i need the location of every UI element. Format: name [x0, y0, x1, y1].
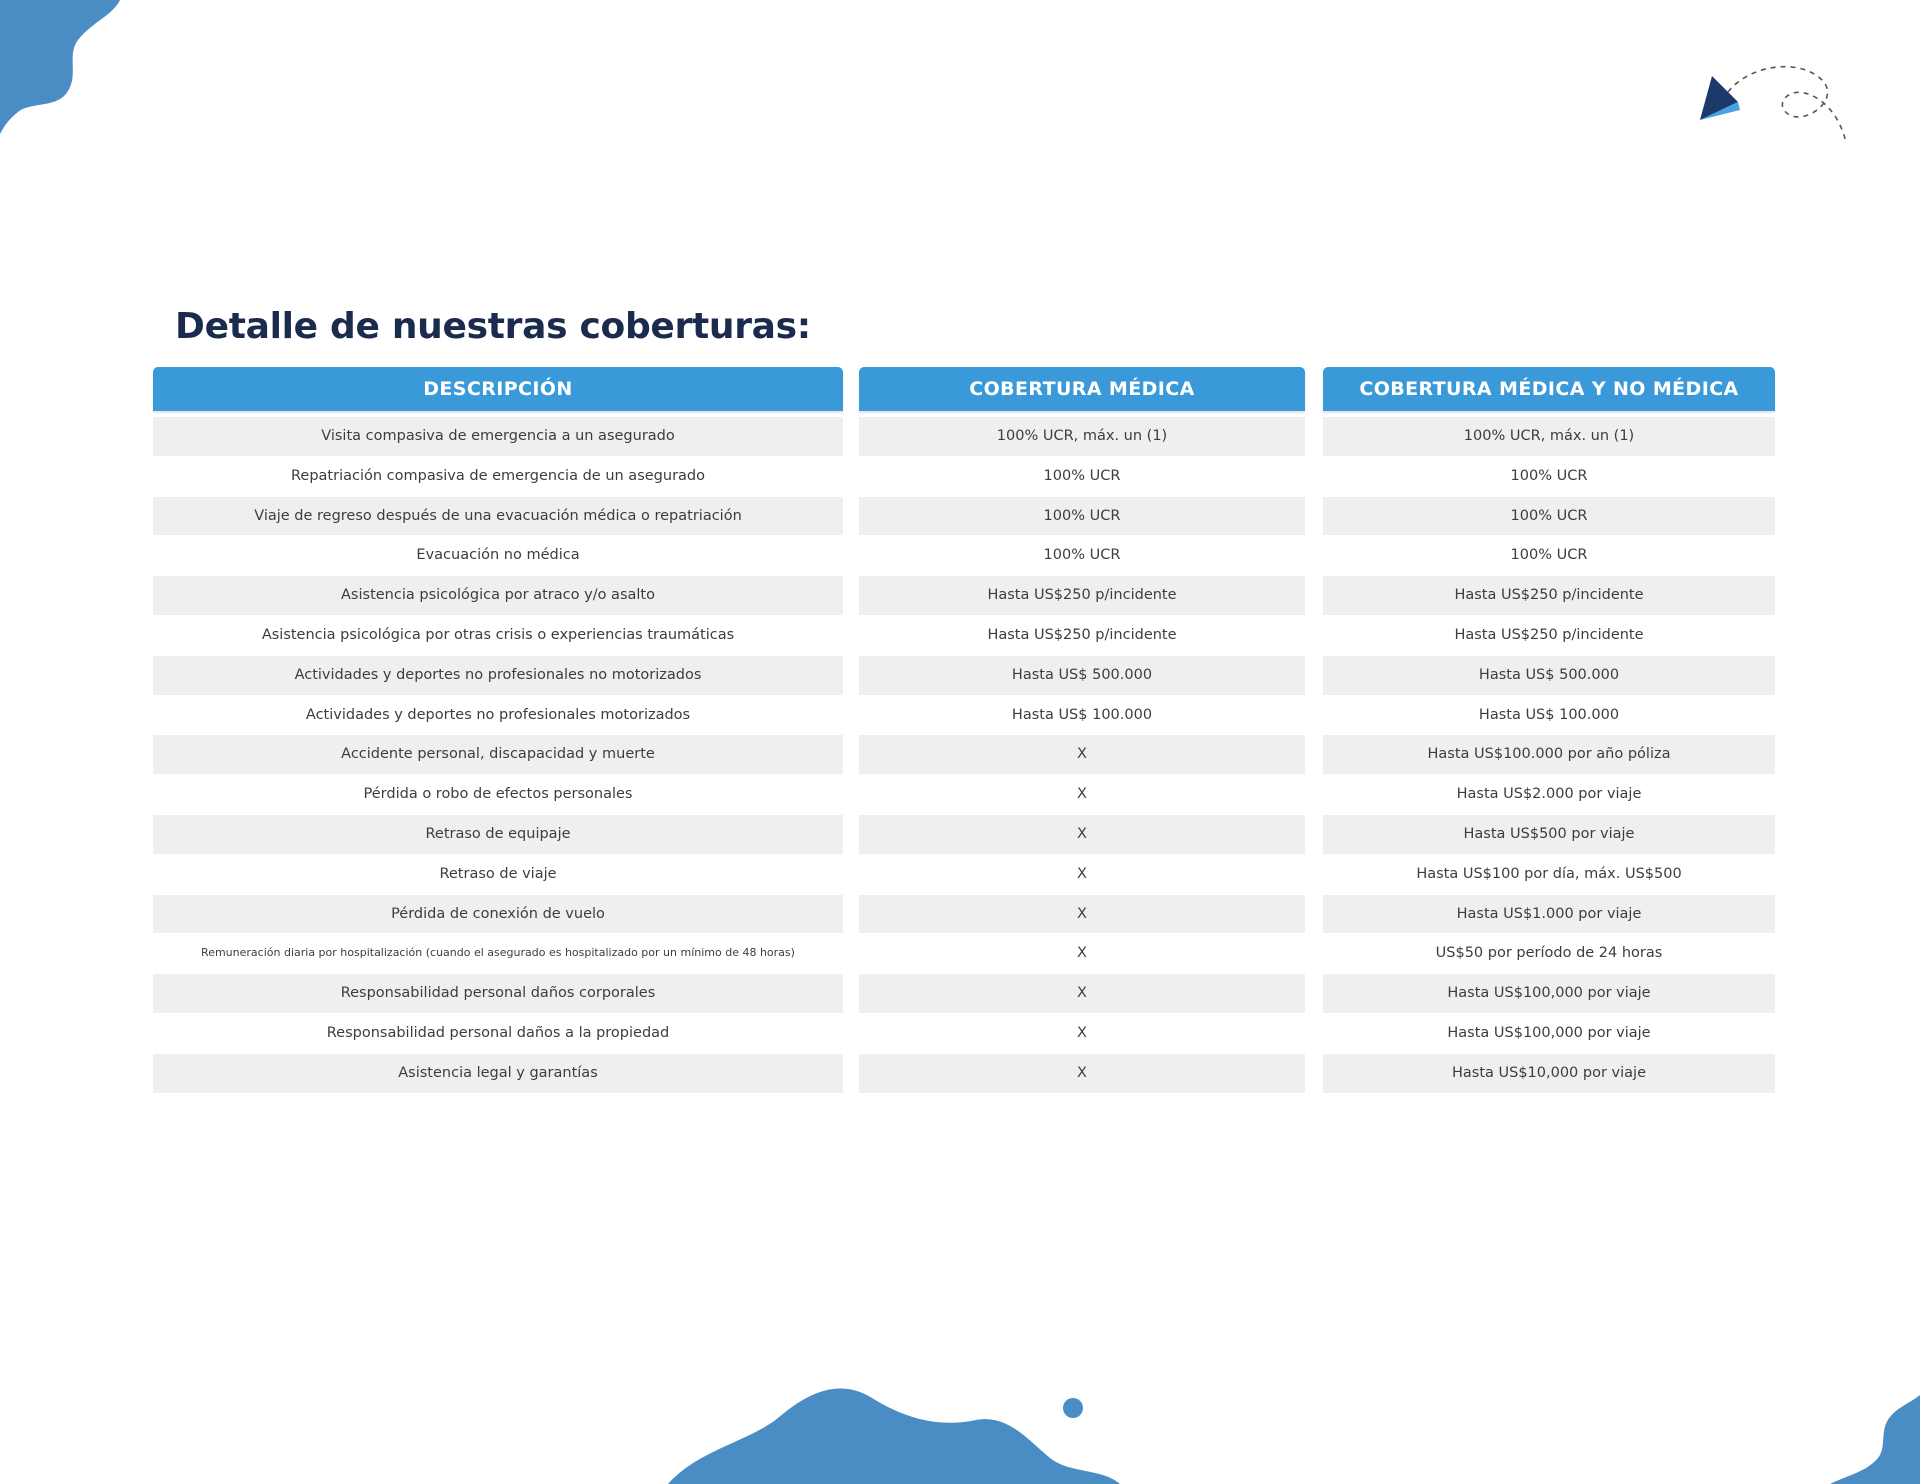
full-coverage-cell: US$50 por período de 24 horas	[1323, 934, 1775, 973]
description-column-header: DESCRIPCIÓN	[153, 367, 843, 411]
description-cell: Responsabilidad personal daños corporales	[153, 974, 843, 1013]
description-cell: Asistencia psicológica por atraco y/o asalto	[153, 576, 843, 615]
medical-coverage-cell: X	[859, 735, 1305, 774]
decorative-blob-bottom-right	[1830, 1395, 1920, 1484]
description-cell: Actividades y deportes no profesionales motorizados	[153, 696, 843, 735]
medical-coverage-cell: Hasta US$250 p/incidente	[859, 616, 1305, 655]
medical-coverage-column	[859, 367, 1305, 1094]
medical-coverage-cell: Hasta US$250 p/incidente	[859, 576, 1305, 615]
description-cell: Visita compasiva de emergencia a un asegurado	[153, 417, 843, 456]
paper-airplane-icon	[1690, 50, 1880, 190]
decorative-blob-bottom-center	[668, 1380, 1128, 1484]
full-coverage-column-header: COBERTURA MÉDICA Y NO MÉDICA	[1323, 367, 1775, 411]
full-coverage-cell: 100% UCR	[1323, 497, 1775, 536]
full-coverage-cell: Hasta US$ 100.000	[1323, 696, 1775, 735]
medical-coverage-cell: X	[859, 815, 1305, 854]
full-coverage-cell: Hasta US$100,000 por viaje	[1323, 974, 1775, 1013]
medical-coverage-cell: 100% UCR	[859, 457, 1305, 496]
full-coverage-cell: 100% UCR	[1323, 536, 1775, 575]
full-coverage-cell: Hasta US$250 p/incidente	[1323, 616, 1775, 655]
full-coverage-cell: Hasta US$1.000 por viaje	[1323, 895, 1775, 934]
medical-coverage-cell: X	[859, 934, 1305, 973]
full-coverage-cell: Hasta US$2.000 por viaje	[1323, 775, 1775, 814]
description-cell: Actividades y deportes no profesionales no motorizados	[153, 656, 843, 695]
description-cell: Accidente personal, discapacidad y muerte	[153, 735, 843, 774]
medical-coverage-cell: X	[859, 974, 1305, 1013]
medical-coverage-cell: X	[859, 895, 1305, 934]
medical-coverage-cell: Hasta US$ 100.000	[859, 696, 1305, 735]
medical-coverage-cell: X	[859, 1014, 1305, 1053]
description-cell: Evacuación no médica	[153, 536, 843, 575]
medical-coverage-cell: X	[859, 775, 1305, 814]
full-coverage-cell: 100% UCR, máx. un (1)	[1323, 417, 1775, 456]
medical-coverage-cell: 100% UCR	[859, 536, 1305, 575]
medical-coverage-list	[859, 417, 1305, 1093]
full-coverage-list	[1323, 417, 1775, 1093]
full-coverage-cell: Hasta US$100.000 por año póliza	[1323, 735, 1775, 774]
description-cell: Asistencia legal y garantías	[153, 1054, 843, 1093]
description-column	[153, 367, 843, 1094]
medical-coverage-cell: 100% UCR	[859, 497, 1305, 536]
description-cell: Asistencia psicológica por otras crisis o experiencias traumáticas	[153, 616, 843, 655]
full-coverage-cell: Hasta US$500 por viaje	[1323, 815, 1775, 854]
full-coverage-column	[1323, 367, 1775, 1094]
full-coverage-cell: Hasta US$250 p/incidente	[1323, 576, 1775, 615]
full-coverage-cell: 100% UCR	[1323, 457, 1775, 496]
description-cell: Pérdida de conexión de vuelo	[153, 895, 843, 934]
medical-coverage-cell: X	[859, 855, 1305, 894]
full-coverage-cell: Hasta US$100 por día, máx. US$500	[1323, 855, 1775, 894]
medical-coverage-cell: 100% UCR, máx. un (1)	[859, 417, 1305, 456]
description-cell: Retraso de viaje	[153, 855, 843, 894]
medical-coverage-cell: X	[859, 1054, 1305, 1093]
description-cell: Remuneración diaria por hospitalización (cuando el asegurado es hospitalizado por un mínimo de 48 horas)	[153, 934, 843, 973]
description-cell: Responsabilidad personal daños a la propiedad	[153, 1014, 843, 1053]
medical-coverage-column-header: COBERTURA MÉDICA	[859, 367, 1305, 411]
description-cell: Pérdida o robo de efectos personales	[153, 775, 843, 814]
full-coverage-cell: Hasta US$100,000 por viaje	[1323, 1014, 1775, 1053]
description-cell: Repatriación compasiva de emergencia de un asegurado	[153, 457, 843, 496]
page-title: Detalle de nuestras coberturas:	[175, 306, 811, 347]
decorative-blob-top-left	[0, 0, 140, 140]
full-coverage-cell: Hasta US$ 500.000	[1323, 656, 1775, 695]
medical-coverage-cell: Hasta US$ 500.000	[859, 656, 1305, 695]
description-list	[153, 417, 843, 1093]
description-cell: Viaje de regreso después de una evacuación médica o repatriación	[153, 497, 843, 536]
description-cell: Retraso de equipaje	[153, 815, 843, 854]
full-coverage-cell: Hasta US$10,000 por viaje	[1323, 1054, 1775, 1093]
